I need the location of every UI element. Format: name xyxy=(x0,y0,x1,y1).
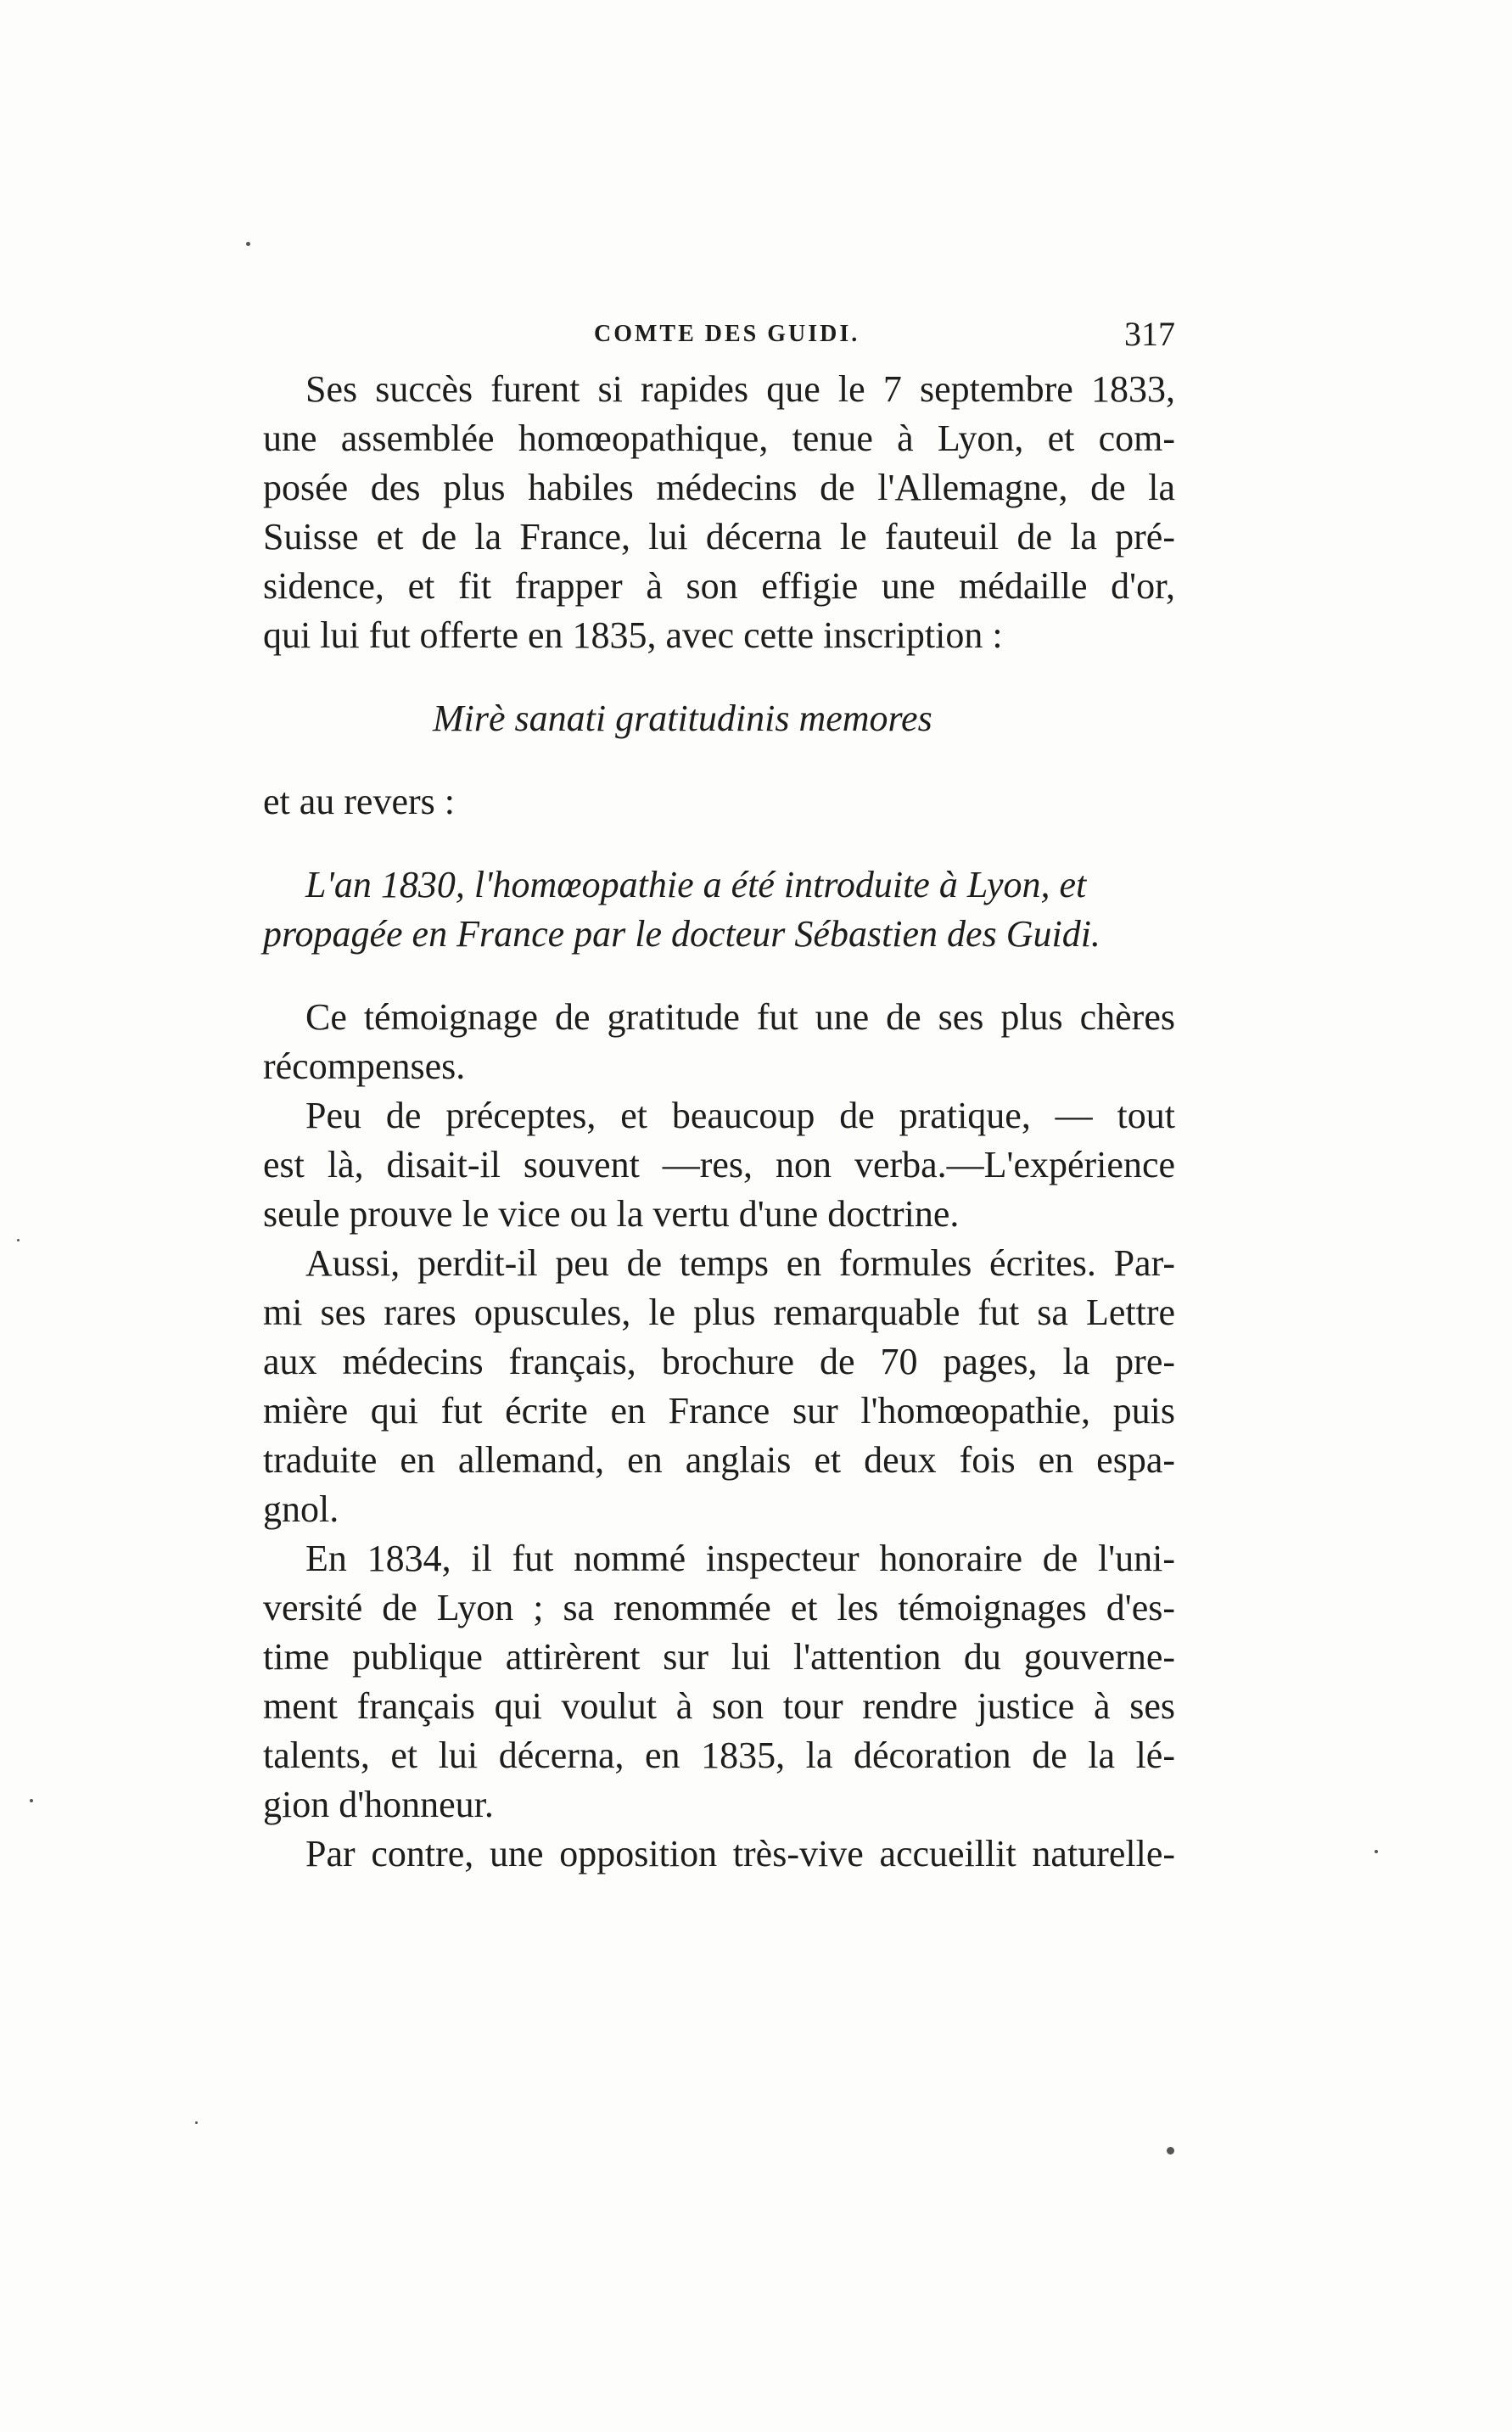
scan-speck xyxy=(246,242,250,246)
text-line: Par contre, une opposition très-vive accueillit naturelle- xyxy=(305,1833,1175,1874)
text-line: gion d'honneur. xyxy=(263,1784,494,1825)
scan-speck xyxy=(1167,2147,1174,2155)
scan-speck xyxy=(17,1239,20,1241)
running-head: COMTE DES GUIDI. xyxy=(594,321,860,347)
text-line: qui lui fut offerte en 1835, avec cette inscription : xyxy=(263,614,1003,656)
text-line: talents, et lui décerna, en 1835, la décoration de la lé- xyxy=(263,1734,1175,1776)
text-line: traduite en allemand, en anglais et deux fois en espa- xyxy=(263,1439,1175,1481)
reverse-intro: et au revers : xyxy=(263,781,455,822)
scan-speck xyxy=(195,2121,198,2124)
paragraph-4 xyxy=(263,1239,1175,1534)
text-line: seule prouve le vice ou la vertu d'une doctrine. xyxy=(263,1193,960,1235)
inscription-front: Mirè sanati gratitudinis memores xyxy=(433,698,932,739)
text-line: est là, disait-il souvent —res, non verba.—L'expérience xyxy=(263,1144,1175,1185)
text-line: sidence, et fit frapper à son effigie une médaille d'or, xyxy=(263,565,1175,607)
text-line: versité de Lyon ; sa renommée et les témoignages d'es- xyxy=(263,1587,1175,1628)
page-body xyxy=(263,365,1175,1879)
text-line: posée des plus habiles médecins de l'Allemagne, de la xyxy=(263,467,1175,508)
scan-speck xyxy=(1375,1850,1378,1853)
inscription-line: propagée en France par le docteur Sébastien des Guidi. xyxy=(263,913,1100,955)
text-line: mi ses rares opuscules, le plus remarquable fut sa Lettre xyxy=(263,1292,1175,1333)
paragraph-2 xyxy=(263,993,1175,1091)
scan-speck xyxy=(30,1799,33,1802)
text-line: mière qui fut écrite en France sur l'homœopathie, puis xyxy=(263,1390,1175,1432)
text-line: une assemblée homœopathique, tenue à Lyon, et com- xyxy=(263,417,1175,459)
page-number: 317 xyxy=(1124,315,1175,353)
text-line: En 1834, il fut nommé inspecteur honoraire de l'uni- xyxy=(305,1538,1175,1579)
text-line: ment français qui voulut à son tour rendre justice à ses xyxy=(263,1685,1175,1727)
page-header xyxy=(263,314,1175,356)
text-line: gnol. xyxy=(263,1488,339,1530)
text-line: Ce témoignage de gratitude fut une de ses plus chères xyxy=(305,996,1175,1038)
text-line: Suisse et de la France, lui décerna le fauteuil de la pré- xyxy=(263,516,1175,558)
inscription-reverse xyxy=(263,860,1175,959)
paragraph-5 xyxy=(263,1534,1175,1830)
inscription-line: L'an 1830, l'homœopathie a été introduite à Lyon, et xyxy=(305,864,1087,905)
text-line: aux médecins français, brochure de 70 pages, la pre- xyxy=(263,1341,1175,1382)
text-line: Ses succès furent si rapides que le 7 septembre 1833, xyxy=(305,368,1175,410)
text-line: récompenses. xyxy=(263,1045,466,1087)
paragraph-3 xyxy=(263,1091,1175,1239)
text-line: Peu de préceptes, et beaucoup de pratique, — tout xyxy=(305,1095,1175,1136)
paragraph-1 xyxy=(263,365,1175,660)
paragraph-6 xyxy=(263,1830,1175,1879)
text-line: Aussi, perdit-il peu de temps en formules écrites. Par- xyxy=(305,1242,1175,1284)
text-line: time publique attirèrent sur lui l'attention du gouverne- xyxy=(263,1636,1175,1678)
